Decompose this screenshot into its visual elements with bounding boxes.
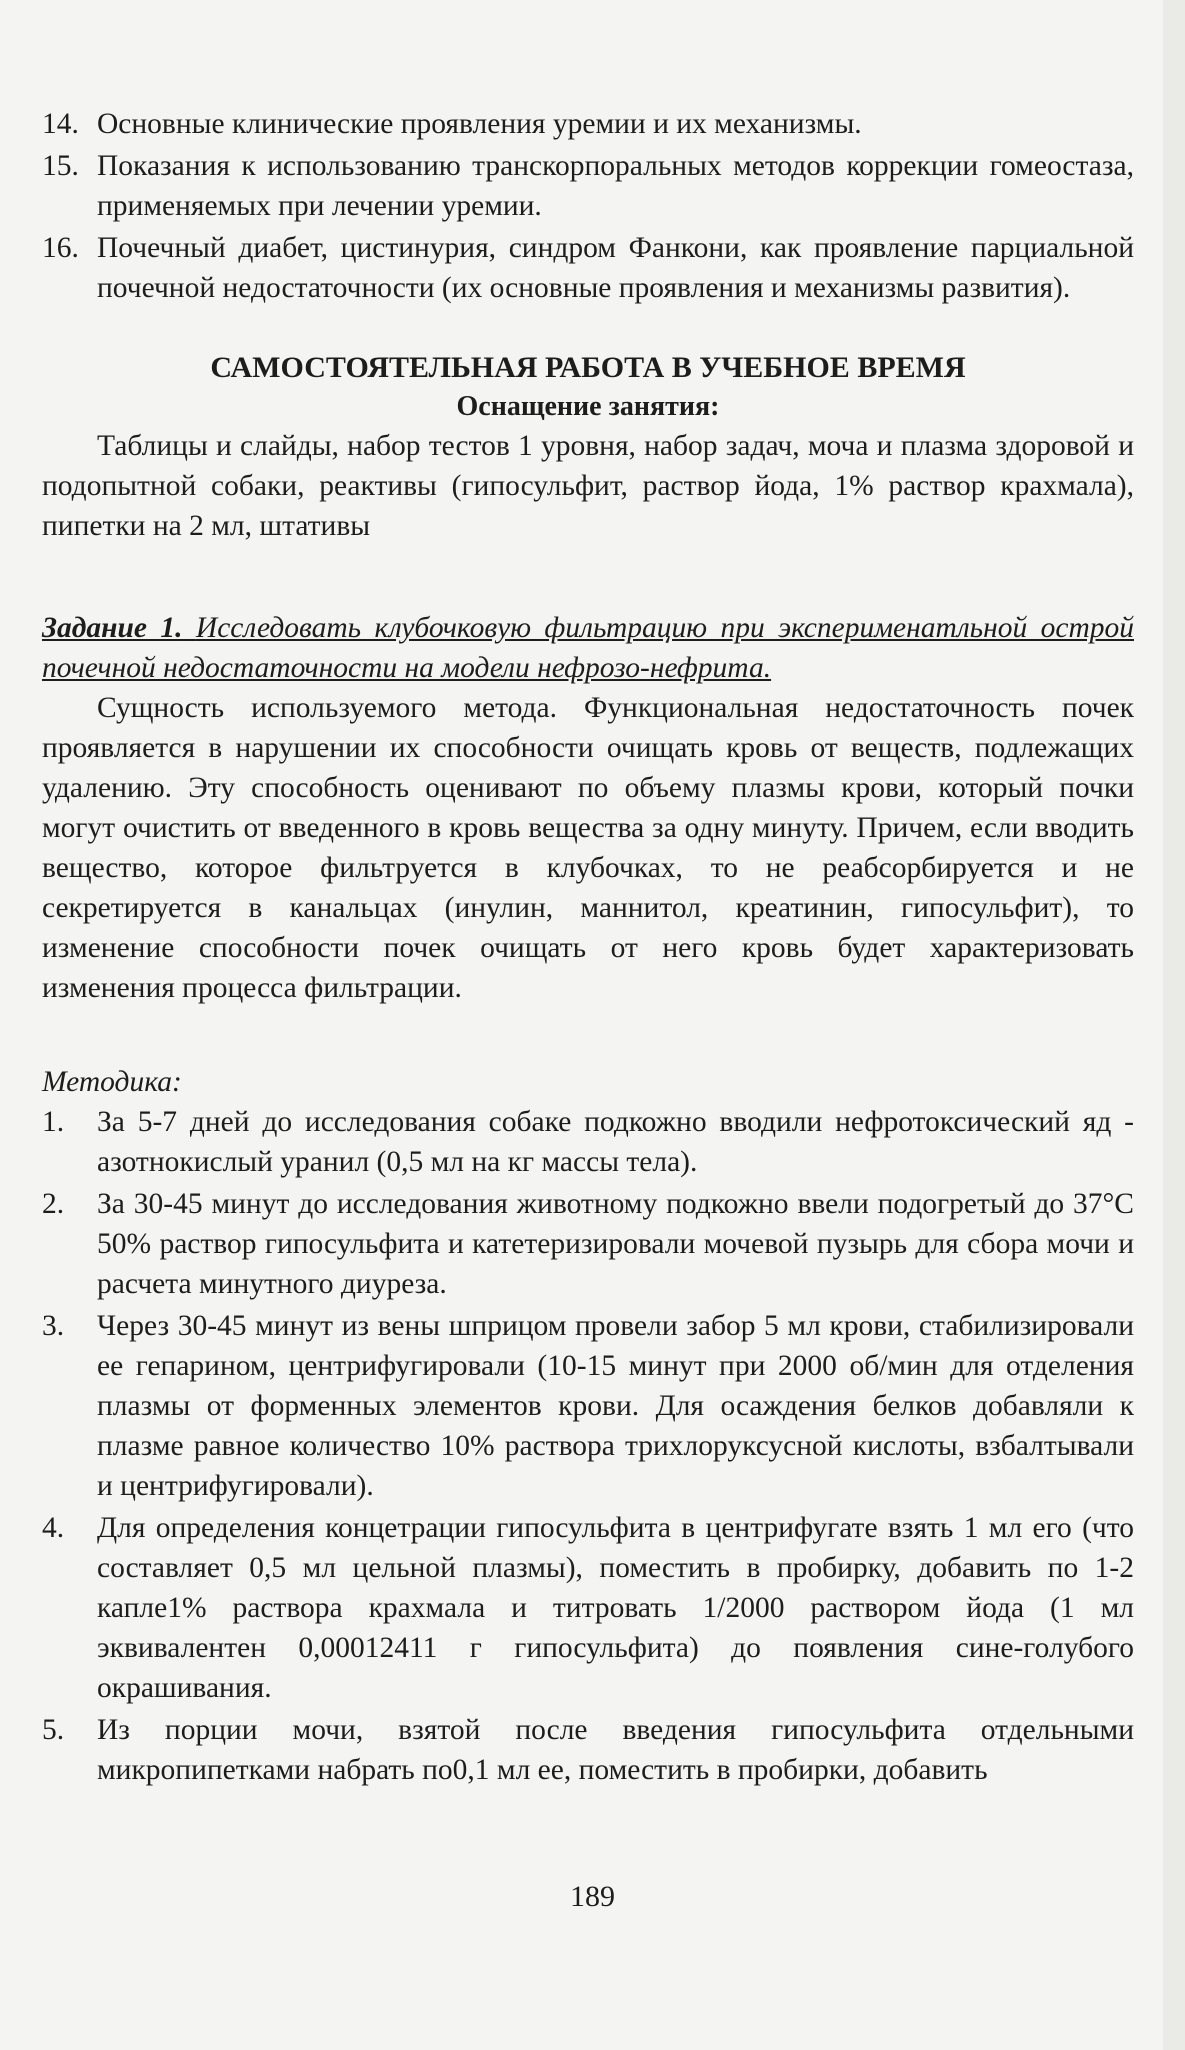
equipment-title: Оснащение занятия: [456,391,720,422]
task-label: Задание 1. [42,612,183,644]
document-page [42,104,1134,1792]
task-heading [42,608,1134,688]
list-item: 14. Основные клинические проявления уремии и их механизмы. [42,108,862,140]
list-item: 5. Из порции мочи, взятой после введения гипосульфита отдельными микропипетками набрать по0,1 мл ее, поместить в пробирки, добавить [42,1714,1134,1786]
list-item: 3. Через 30-45 минут из вены шприцом провели забор 5 мл крови, стабилизировали ее гепарином, центрифугировали (10-15 минут при 2000 об/мин для отделения плазмы от форменных элементов крови. Для осаждения белков добавляли к плазме равное количество 10% раствора трихлоруксусной кислоты, взбалтывали и центрифугировали). [42,1310,1134,1502]
section-title: САМОСТОЯТЕЛЬНАЯ РАБОТА В УЧЕБНОЕ ВРЕМЯ [210,351,966,384]
list-item: 2. За 30-45 минут до исследования животному подкожно ввели подогретый до 37°С 50% раствор гипосульфита и катетеризировали мочевой пузырь для сбора мочи и расчета минутного диуреза. [42,1188,1134,1300]
list-item: 4. Для определения концетрации гипосульфита в центрифугате взять 1 мл его (что составляет 0,5 мл цельной плазмы), поместить в пробирку, добавить по 1-2 капле1% раствора крахмала и титровать 1/2000 раствором йода (1 мл эквивалентен 0,00012411 г гипосульфита) до появления сине-голубого окрашивания. [42,1512,1134,1704]
method-essence: Сущность используемого метода. Функциональная недостаточность почек проявляется в нарушении их способности очищать кровь от веществ, подлежащих удалению. Эту способность оценивают по объему плазмы крови, который почки могут очистить от введенного в кровь вещества за одну минуту. Причем, если вводить вещество, которое фильтруется в клубочках, то не реабсорбируется и не секретируется в канальцах (инулин, маннитол, креатинин, гипосульфит), то изменение способности почек очищать от него кровь будет характеризовать изменения процесса фильтрации. [42,692,1134,1004]
task-text: Исследовать клубочковую фильтрацию при эксперименатльной острой почечной недостаточности на модели нефрозо-нефрита. [42,612,1134,684]
page-edge-shadow [1163,0,1185,2050]
list-item: 15. Показания к использованию транскорпоральных методов коррекции гомеостаза, применяемых при лечении уремии. [42,150,1134,222]
question-list [42,104,1134,308]
list-item: 16. Почечный диабет, цистинурия, синдром Фанкони, как проявление парциальной почечной недостаточности (их основные проявления и механизмы развития). [42,232,1134,304]
page-number: 189 [570,1880,615,1913]
equipment-text: Таблицы и слайды, набор тестов 1 уровня, набор задач, моча и плазма здоровой и подопытной собаки, реактивы (гипосульфит, раствор йода, 1% раствор крахмала), пипетки на 2 мл, штативы [42,430,1134,542]
method-label: Методика: [42,1066,182,1098]
list-item: 1. За 5-7 дней до исследования собаке подкожно вводили нефротоксический яд - азотнокислый уранил (0,5 мл на кг массы тела). [42,1106,1134,1178]
steps-list [42,1102,1134,1790]
